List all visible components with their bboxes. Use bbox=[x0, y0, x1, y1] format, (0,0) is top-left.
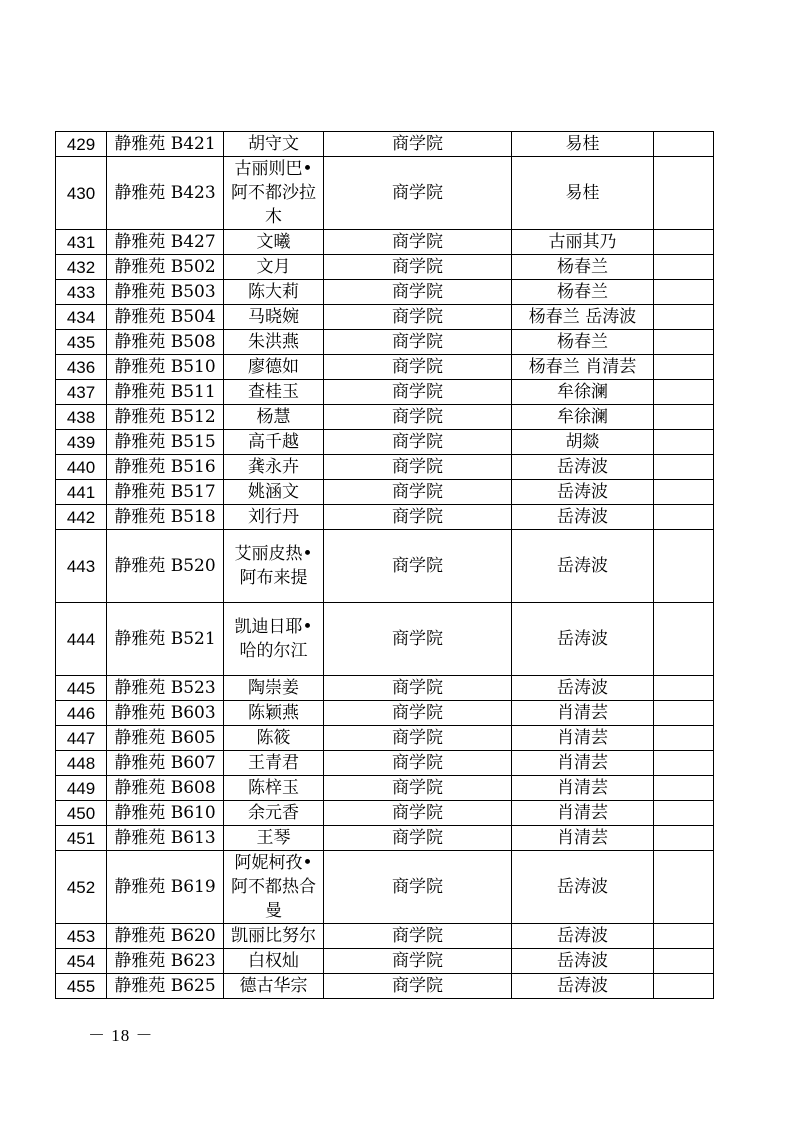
teacher-cell: 肖清芸 bbox=[512, 701, 654, 726]
student-name-cell bbox=[224, 380, 324, 405]
student-name-text: 余元香 bbox=[248, 803, 299, 823]
remark-cell bbox=[654, 380, 714, 405]
table-row bbox=[56, 726, 714, 751]
teacher-cell: 岳涛波 bbox=[512, 530, 654, 603]
student-name-text: 古丽则巴•阿不都沙拉木 bbox=[231, 159, 316, 227]
row-number-cell: 436 bbox=[56, 355, 107, 380]
teacher-cell: 杨春兰 岳涛波 bbox=[512, 305, 654, 330]
student-name-text: 白权灿 bbox=[248, 951, 299, 971]
teacher-cell: 岳涛波 bbox=[512, 455, 654, 480]
row-number-cell: 430 bbox=[56, 157, 107, 230]
dorm-room-cell: 静雅苑 B607 bbox=[107, 751, 224, 776]
student-name-text: 阿妮柯孜•阿不都热合曼 bbox=[231, 853, 316, 921]
remark-cell bbox=[654, 405, 714, 430]
page-number: － 18 － bbox=[88, 1026, 154, 1045]
row-number-cell: 453 bbox=[56, 924, 107, 949]
college-cell: 商学院 bbox=[324, 330, 512, 355]
row-number-cell: 444 bbox=[56, 603, 107, 676]
student-name-cell bbox=[224, 132, 324, 157]
student-name-cell bbox=[224, 530, 324, 603]
dorm-room-cell: 静雅苑 B504 bbox=[107, 305, 224, 330]
student-name-cell bbox=[224, 801, 324, 826]
table-row bbox=[56, 330, 714, 355]
teacher-cell: 岳涛波 bbox=[512, 480, 654, 505]
dormitory-list-table bbox=[55, 131, 714, 999]
student-name-cell bbox=[224, 505, 324, 530]
dorm-room-cell: 静雅苑 B520 bbox=[107, 530, 224, 603]
student-name-text: 高千越 bbox=[248, 432, 299, 452]
student-name-text: 陈筱 bbox=[256, 728, 291, 748]
table-row bbox=[56, 157, 714, 230]
college-cell: 商学院 bbox=[324, 132, 512, 157]
dorm-room-cell: 静雅苑 B511 bbox=[107, 380, 224, 405]
student-name-cell bbox=[224, 355, 324, 380]
remark-cell bbox=[654, 851, 714, 924]
college-cell: 商学院 bbox=[324, 530, 512, 603]
table-row bbox=[56, 826, 714, 851]
student-name-cell bbox=[224, 430, 324, 455]
college-cell: 商学院 bbox=[324, 405, 512, 430]
student-name-cell bbox=[224, 280, 324, 305]
remark-cell bbox=[654, 280, 714, 305]
table-row bbox=[56, 751, 714, 776]
row-number-cell: 438 bbox=[56, 405, 107, 430]
college-cell: 商学院 bbox=[324, 480, 512, 505]
table-row bbox=[56, 480, 714, 505]
student-name-cell bbox=[224, 480, 324, 505]
row-number-cell: 442 bbox=[56, 505, 107, 530]
student-name-text: 陈颖燕 bbox=[248, 703, 299, 723]
row-number-cell: 450 bbox=[56, 801, 107, 826]
student-name-text: 马晓婉 bbox=[248, 307, 299, 327]
dorm-room-cell: 静雅苑 B610 bbox=[107, 801, 224, 826]
remark-cell bbox=[654, 157, 714, 230]
table-row bbox=[56, 430, 714, 455]
remark-cell bbox=[654, 480, 714, 505]
row-number-cell: 446 bbox=[56, 701, 107, 726]
row-number-cell: 441 bbox=[56, 480, 107, 505]
student-name-text: 凯迪日耶•哈的尔江 bbox=[234, 617, 313, 661]
remark-cell bbox=[654, 255, 714, 280]
row-number-cell: 447 bbox=[56, 726, 107, 751]
row-number-cell: 443 bbox=[56, 530, 107, 603]
teacher-cell: 岳涛波 bbox=[512, 603, 654, 676]
row-number-cell: 432 bbox=[56, 255, 107, 280]
teacher-cell: 岳涛波 bbox=[512, 851, 654, 924]
table-body bbox=[56, 132, 714, 999]
student-name-text: 廖德如 bbox=[248, 357, 299, 377]
table-row bbox=[56, 280, 714, 305]
college-cell: 商学院 bbox=[324, 726, 512, 751]
student-name-cell bbox=[224, 305, 324, 330]
student-name-cell bbox=[224, 230, 324, 255]
dorm-room-cell: 静雅苑 B521 bbox=[107, 603, 224, 676]
student-name-text: 文月 bbox=[256, 257, 291, 277]
student-name-cell bbox=[224, 455, 324, 480]
college-cell: 商学院 bbox=[324, 455, 512, 480]
student-name-text: 凯丽比努尔 bbox=[231, 926, 316, 946]
table-row bbox=[56, 455, 714, 480]
student-name-text: 龚永卉 bbox=[248, 457, 299, 477]
college-cell: 商学院 bbox=[324, 305, 512, 330]
teacher-cell: 岳涛波 bbox=[512, 974, 654, 999]
student-name-text: 王琴 bbox=[256, 828, 291, 848]
student-name-text: 陶崇姜 bbox=[248, 678, 299, 698]
row-number-cell: 445 bbox=[56, 676, 107, 701]
row-number-cell: 455 bbox=[56, 974, 107, 999]
table-row bbox=[56, 132, 714, 157]
college-cell: 商学院 bbox=[324, 603, 512, 676]
remark-cell bbox=[654, 949, 714, 974]
student-name-cell bbox=[224, 949, 324, 974]
teacher-cell: 牟徐澜 bbox=[512, 380, 654, 405]
teacher-cell: 杨春兰 bbox=[512, 280, 654, 305]
college-cell: 商学院 bbox=[324, 974, 512, 999]
remark-cell bbox=[654, 505, 714, 530]
table-row bbox=[56, 701, 714, 726]
teacher-cell: 肖清芸 bbox=[512, 726, 654, 751]
college-cell: 商学院 bbox=[324, 924, 512, 949]
student-name-cell bbox=[224, 826, 324, 851]
student-name-text: 王青君 bbox=[248, 753, 299, 773]
row-number-cell: 454 bbox=[56, 949, 107, 974]
row-number-cell: 449 bbox=[56, 776, 107, 801]
table-row bbox=[56, 380, 714, 405]
remark-cell bbox=[654, 603, 714, 676]
student-name-text: 姚涵文 bbox=[248, 482, 299, 502]
student-name-cell bbox=[224, 851, 324, 924]
table-row bbox=[56, 801, 714, 826]
college-cell: 商学院 bbox=[324, 701, 512, 726]
student-name-cell bbox=[224, 974, 324, 999]
row-number-cell: 431 bbox=[56, 230, 107, 255]
student-name-text: 文曦 bbox=[256, 232, 291, 252]
college-cell: 商学院 bbox=[324, 949, 512, 974]
table-row bbox=[56, 776, 714, 801]
dorm-room-cell: 静雅苑 B517 bbox=[107, 480, 224, 505]
student-name-text: 杨慧 bbox=[256, 407, 291, 427]
teacher-cell: 岳涛波 bbox=[512, 924, 654, 949]
college-cell: 商学院 bbox=[324, 826, 512, 851]
dorm-room-cell: 静雅苑 B423 bbox=[107, 157, 224, 230]
row-number-cell: 439 bbox=[56, 430, 107, 455]
student-name-cell bbox=[224, 603, 324, 676]
college-cell: 商学院 bbox=[324, 380, 512, 405]
remark-cell bbox=[654, 455, 714, 480]
remark-cell bbox=[654, 676, 714, 701]
row-number-cell: 440 bbox=[56, 455, 107, 480]
student-name-text: 艾丽皮热•阿布来提 bbox=[234, 544, 313, 588]
row-number-cell: 452 bbox=[56, 851, 107, 924]
teacher-cell: 杨春兰 bbox=[512, 330, 654, 355]
student-name-cell bbox=[224, 924, 324, 949]
row-number-cell: 435 bbox=[56, 330, 107, 355]
teacher-cell: 肖清芸 bbox=[512, 751, 654, 776]
college-cell: 商学院 bbox=[324, 801, 512, 826]
college-cell: 商学院 bbox=[324, 505, 512, 530]
table-row bbox=[56, 230, 714, 255]
college-cell: 商学院 bbox=[324, 851, 512, 924]
table-row bbox=[56, 255, 714, 280]
row-number-cell: 434 bbox=[56, 305, 107, 330]
dorm-room-cell: 静雅苑 B603 bbox=[107, 701, 224, 726]
remark-cell bbox=[654, 924, 714, 949]
teacher-cell: 杨春兰 肖清芸 bbox=[512, 355, 654, 380]
dorm-room-cell: 静雅苑 B523 bbox=[107, 676, 224, 701]
teacher-cell: 杨春兰 bbox=[512, 255, 654, 280]
dorm-room-cell: 静雅苑 B623 bbox=[107, 949, 224, 974]
student-name-cell bbox=[224, 676, 324, 701]
remark-cell bbox=[654, 430, 714, 455]
remark-cell bbox=[654, 701, 714, 726]
row-number-cell: 451 bbox=[56, 826, 107, 851]
remark-cell bbox=[654, 801, 714, 826]
row-number-cell: 437 bbox=[56, 380, 107, 405]
student-name-text: 德古华宗 bbox=[239, 976, 308, 996]
dorm-room-cell: 静雅苑 B608 bbox=[107, 776, 224, 801]
student-name-text: 陈大莉 bbox=[248, 282, 299, 302]
remark-cell bbox=[654, 355, 714, 380]
teacher-cell: 易桂 bbox=[512, 132, 654, 157]
student-name-text: 朱洪燕 bbox=[248, 332, 299, 352]
dorm-room-cell: 静雅苑 B427 bbox=[107, 230, 224, 255]
college-cell: 商学院 bbox=[324, 355, 512, 380]
dorm-room-cell: 静雅苑 B510 bbox=[107, 355, 224, 380]
teacher-cell: 古丽其乃 bbox=[512, 230, 654, 255]
college-cell: 商学院 bbox=[324, 751, 512, 776]
teacher-cell: 岳涛波 bbox=[512, 676, 654, 701]
college-cell: 商学院 bbox=[324, 230, 512, 255]
table-row bbox=[56, 924, 714, 949]
teacher-cell: 牟徐澜 bbox=[512, 405, 654, 430]
remark-cell bbox=[654, 132, 714, 157]
teacher-cell: 肖清芸 bbox=[512, 801, 654, 826]
table-row bbox=[56, 851, 714, 924]
remark-cell bbox=[654, 726, 714, 751]
dorm-room-cell: 静雅苑 B620 bbox=[107, 924, 224, 949]
table-row bbox=[56, 974, 714, 999]
student-name-cell bbox=[224, 776, 324, 801]
dorm-room-cell: 静雅苑 B512 bbox=[107, 405, 224, 430]
student-name-text: 查桂玉 bbox=[248, 382, 299, 402]
table-row bbox=[56, 505, 714, 530]
teacher-cell: 胡燚 bbox=[512, 430, 654, 455]
student-name-cell bbox=[224, 751, 324, 776]
college-cell: 商学院 bbox=[324, 280, 512, 305]
college-cell: 商学院 bbox=[324, 430, 512, 455]
remark-cell bbox=[654, 230, 714, 255]
dorm-room-cell: 静雅苑 B625 bbox=[107, 974, 224, 999]
table-row bbox=[56, 676, 714, 701]
teacher-cell: 肖清芸 bbox=[512, 826, 654, 851]
teacher-cell: 岳涛波 bbox=[512, 505, 654, 530]
row-number-cell: 429 bbox=[56, 132, 107, 157]
remark-cell bbox=[654, 330, 714, 355]
teacher-cell: 岳涛波 bbox=[512, 949, 654, 974]
dorm-room-cell: 静雅苑 B613 bbox=[107, 826, 224, 851]
table-row bbox=[56, 355, 714, 380]
row-number-cell: 448 bbox=[56, 751, 107, 776]
student-name-cell bbox=[224, 255, 324, 280]
dorm-room-cell: 静雅苑 B502 bbox=[107, 255, 224, 280]
teacher-cell: 肖清芸 bbox=[512, 776, 654, 801]
student-name-text: 刘行丹 bbox=[248, 507, 299, 527]
student-name-cell bbox=[224, 330, 324, 355]
dorm-room-cell: 静雅苑 B619 bbox=[107, 851, 224, 924]
dorm-room-cell: 静雅苑 B605 bbox=[107, 726, 224, 751]
student-name-cell bbox=[224, 157, 324, 230]
remark-cell bbox=[654, 826, 714, 851]
table-row bbox=[56, 305, 714, 330]
college-cell: 商学院 bbox=[324, 676, 512, 701]
remark-cell bbox=[654, 530, 714, 603]
remark-cell bbox=[654, 776, 714, 801]
dorm-room-cell: 静雅苑 B508 bbox=[107, 330, 224, 355]
student-name-cell bbox=[224, 701, 324, 726]
dorm-room-cell: 静雅苑 B516 bbox=[107, 455, 224, 480]
student-name-text: 陈梓玉 bbox=[248, 778, 299, 798]
college-cell: 商学院 bbox=[324, 157, 512, 230]
college-cell: 商学院 bbox=[324, 776, 512, 801]
dorm-room-cell: 静雅苑 B518 bbox=[107, 505, 224, 530]
row-number-cell: 433 bbox=[56, 280, 107, 305]
dorm-room-cell: 静雅苑 B503 bbox=[107, 280, 224, 305]
remark-cell bbox=[654, 305, 714, 330]
table-row bbox=[56, 530, 714, 603]
dorm-room-cell: 静雅苑 B515 bbox=[107, 430, 224, 455]
college-cell: 商学院 bbox=[324, 255, 512, 280]
student-name-text: 胡守文 bbox=[248, 134, 299, 154]
student-name-cell bbox=[224, 726, 324, 751]
table-row bbox=[56, 603, 714, 676]
table-row bbox=[56, 949, 714, 974]
table-row bbox=[56, 405, 714, 430]
student-name-cell bbox=[224, 405, 324, 430]
remark-cell bbox=[654, 751, 714, 776]
dorm-room-cell: 静雅苑 B421 bbox=[107, 132, 224, 157]
remark-cell bbox=[654, 974, 714, 999]
teacher-cell: 易桂 bbox=[512, 157, 654, 230]
